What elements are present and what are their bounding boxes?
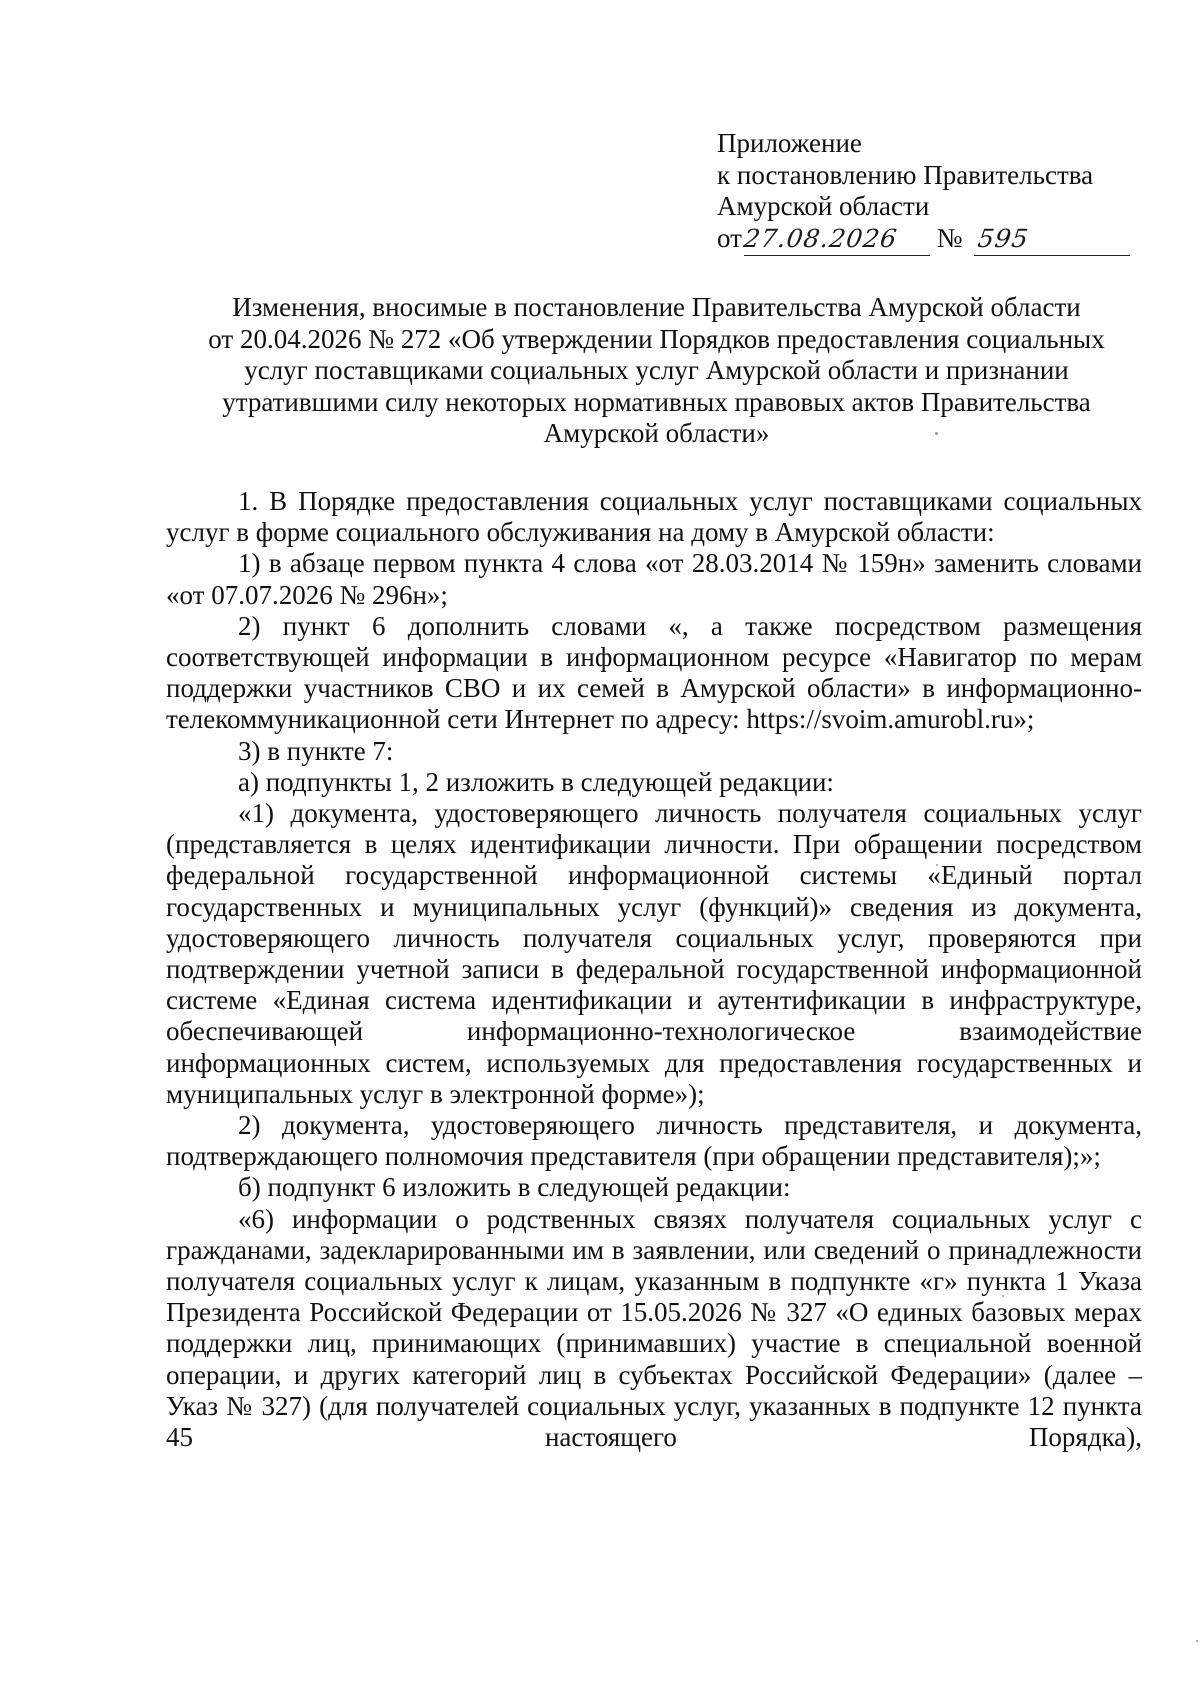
appendix-date-number-line [717, 223, 1157, 257]
appendix-region-line: Амурской области [717, 191, 930, 221]
number-sign: № [936, 222, 963, 253]
appendix-block [717, 128, 1157, 256]
appendix-resolution-line: к постановлению Правительства [717, 159, 1094, 190]
paragraph-quote-2: 2) документа, удостоверяющего личность представителя, и документа, подтверждающего полномочия представителя (при обращении представителя);»; [166, 1110, 1142, 1172]
paragraph-item-1: 1. В Порядке предоставления социальных услуг поставщиками социальных услуг в форме социального обслуживания на дому в Амурской области: [166, 486, 1142, 548]
paragraph-subitem-b: б) подпункт 6 изложить в следующей редакции: [238, 1172, 791, 1203]
handwritten-date: 27.08.2026 [741, 223, 900, 253]
scan-speck [1196, 1640, 1198, 1642]
title-line: от 20.04.2026 № 272 «Об утверждении Порядков предоставления социальных [208, 323, 1105, 354]
paragraph-quote-6: «6) информации о родственных связях получателя социальных услуг с гражданами, задекларированными им в заявлении, или сведений о принадлежности получателя социальных услуг к лицам, указанным в подпункте «г» пункта 1 Указа Президента Российской Федерации от 15.05.2026 № 327 «О единых базовых мерах поддержки лиц, принимающих (принимавших) участие в специальной военной операции, и других категорий лиц в субъектах Российской Федерации» (далее – Указ № 327) (для получателей социальных услуг, указанных в подпункте 12 пункта 45 настоящего Порядка), [166, 1203, 1142, 1453]
paragraph-subitem-1: 1) в абзаце первом пункта 4 слова «от 28.03.2014 № 159н» заменить словами «от 07.07.2026 № 296н»; [166, 548, 1142, 610]
date-prefix: от [717, 222, 742, 253]
date-field [741, 223, 930, 257]
appendix-title: Приложение [717, 128, 862, 158]
title-line: утратившими силу некоторых нормативных правовых актов Правительства [222, 386, 1091, 417]
paragraph-subitem-a: а) подпункты 1, 2 изложить в следующей редакции: [238, 766, 834, 797]
document-body [166, 486, 1142, 1453]
handwritten-number: 595 [976, 223, 1032, 253]
paragraph-subitem-3: 3) в пункте 7: [238, 735, 394, 766]
document-title [160, 292, 1153, 450]
title-line: Изменения, вносимые в постановление Правительства Амурской области [232, 292, 1081, 322]
paragraph-subitem-2: 2) пункт 6 дополнить словами «, а также посредством размещения соответствующей информации в информационном ресурсе «Навигатор по мерам поддержки участников СВО и их семей в Амурской области» в информационно-телекоммуникационной сети Интернет по адресу: https://svoim.amurobl.ru»; [166, 610, 1142, 735]
number-field [974, 223, 1130, 257]
paragraph-quote-1: «1) документа, удостоверяющего личность получателя социальных услуг (представляется в целях идентификации личности. При обращении посредством федеральной государственной информационной системы «Единый портал государственных и муниципальных услуг (функций)» сведения из документа, удостоверяющего личность получателя социальных услуг, проверяются при подтверждении учетной записи в федеральной государственной информационной системе «Единая система идентификации и аутентификации в инфраструктуре, обеспечивающей информационно-технологическое взаимодействие информационных систем, используемых для предоставления государственных и муниципальных услуг в электронной форме»); [166, 798, 1142, 1109]
title-line: услуг поставщиками социальных услуг Амурской области и признании [244, 355, 1069, 385]
title-line: Амурской области» [543, 418, 770, 448]
